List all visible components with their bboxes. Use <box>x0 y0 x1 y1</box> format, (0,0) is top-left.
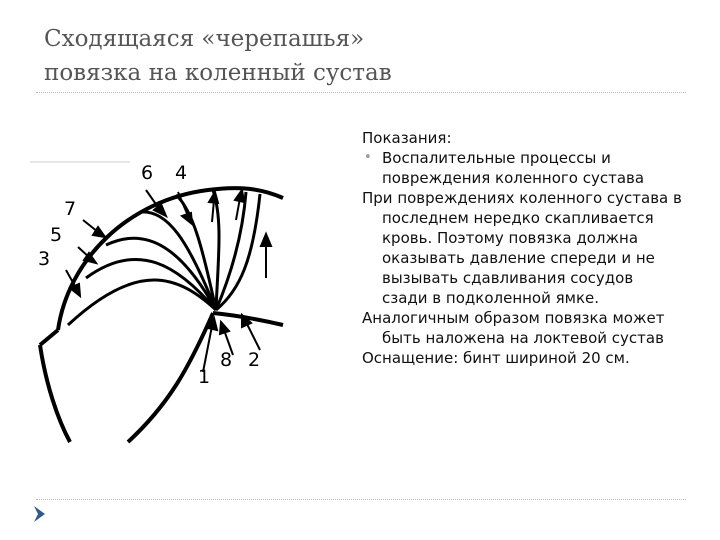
title-line-1: Сходящаяся «черепашья» <box>44 26 365 52</box>
label-2: 2 <box>248 349 261 371</box>
knee-bandage-figure <box>28 150 308 445</box>
label-8: 8 <box>220 349 233 371</box>
paragraph-equipment: Оснащение: бинт шириной 20 см. <box>362 349 630 367</box>
indications-heading: Показания: <box>362 129 452 147</box>
label-5: 5 <box>50 224 63 246</box>
slide-title <box>44 22 604 90</box>
label-7: 7 <box>64 198 77 220</box>
label-3: 3 <box>38 248 51 270</box>
indication-bullet <box>362 148 682 188</box>
label-6: 6 <box>141 162 154 184</box>
label-1: 1 <box>198 366 211 388</box>
label-4: 4 <box>175 162 188 184</box>
indication-text: Воспалительные процессы и повреждения коленного сустава <box>382 149 645 187</box>
paragraph-knee-damage: При повреждениях коленного сустава в последнем нередко скапливается кровь. Поэтому повязка должна оказывать давление спереди и не вызывать сдавливания сосудов сзади в подколенной ямке. <box>362 189 682 307</box>
bullet-icon: • <box>364 150 372 165</box>
slide-body <box>362 128 682 368</box>
title-divider <box>36 92 686 93</box>
footer-divider <box>36 499 686 500</box>
title-line-2: повязка на коленный сустав <box>44 60 392 86</box>
slide-corner-arrow-icon <box>33 505 47 523</box>
paragraph-elbow: Аналогичным образом повязка может быть наложена на локтевой сустав <box>362 309 665 347</box>
leg-outline-lower <box>40 330 58 345</box>
calf-outline <box>40 345 70 442</box>
